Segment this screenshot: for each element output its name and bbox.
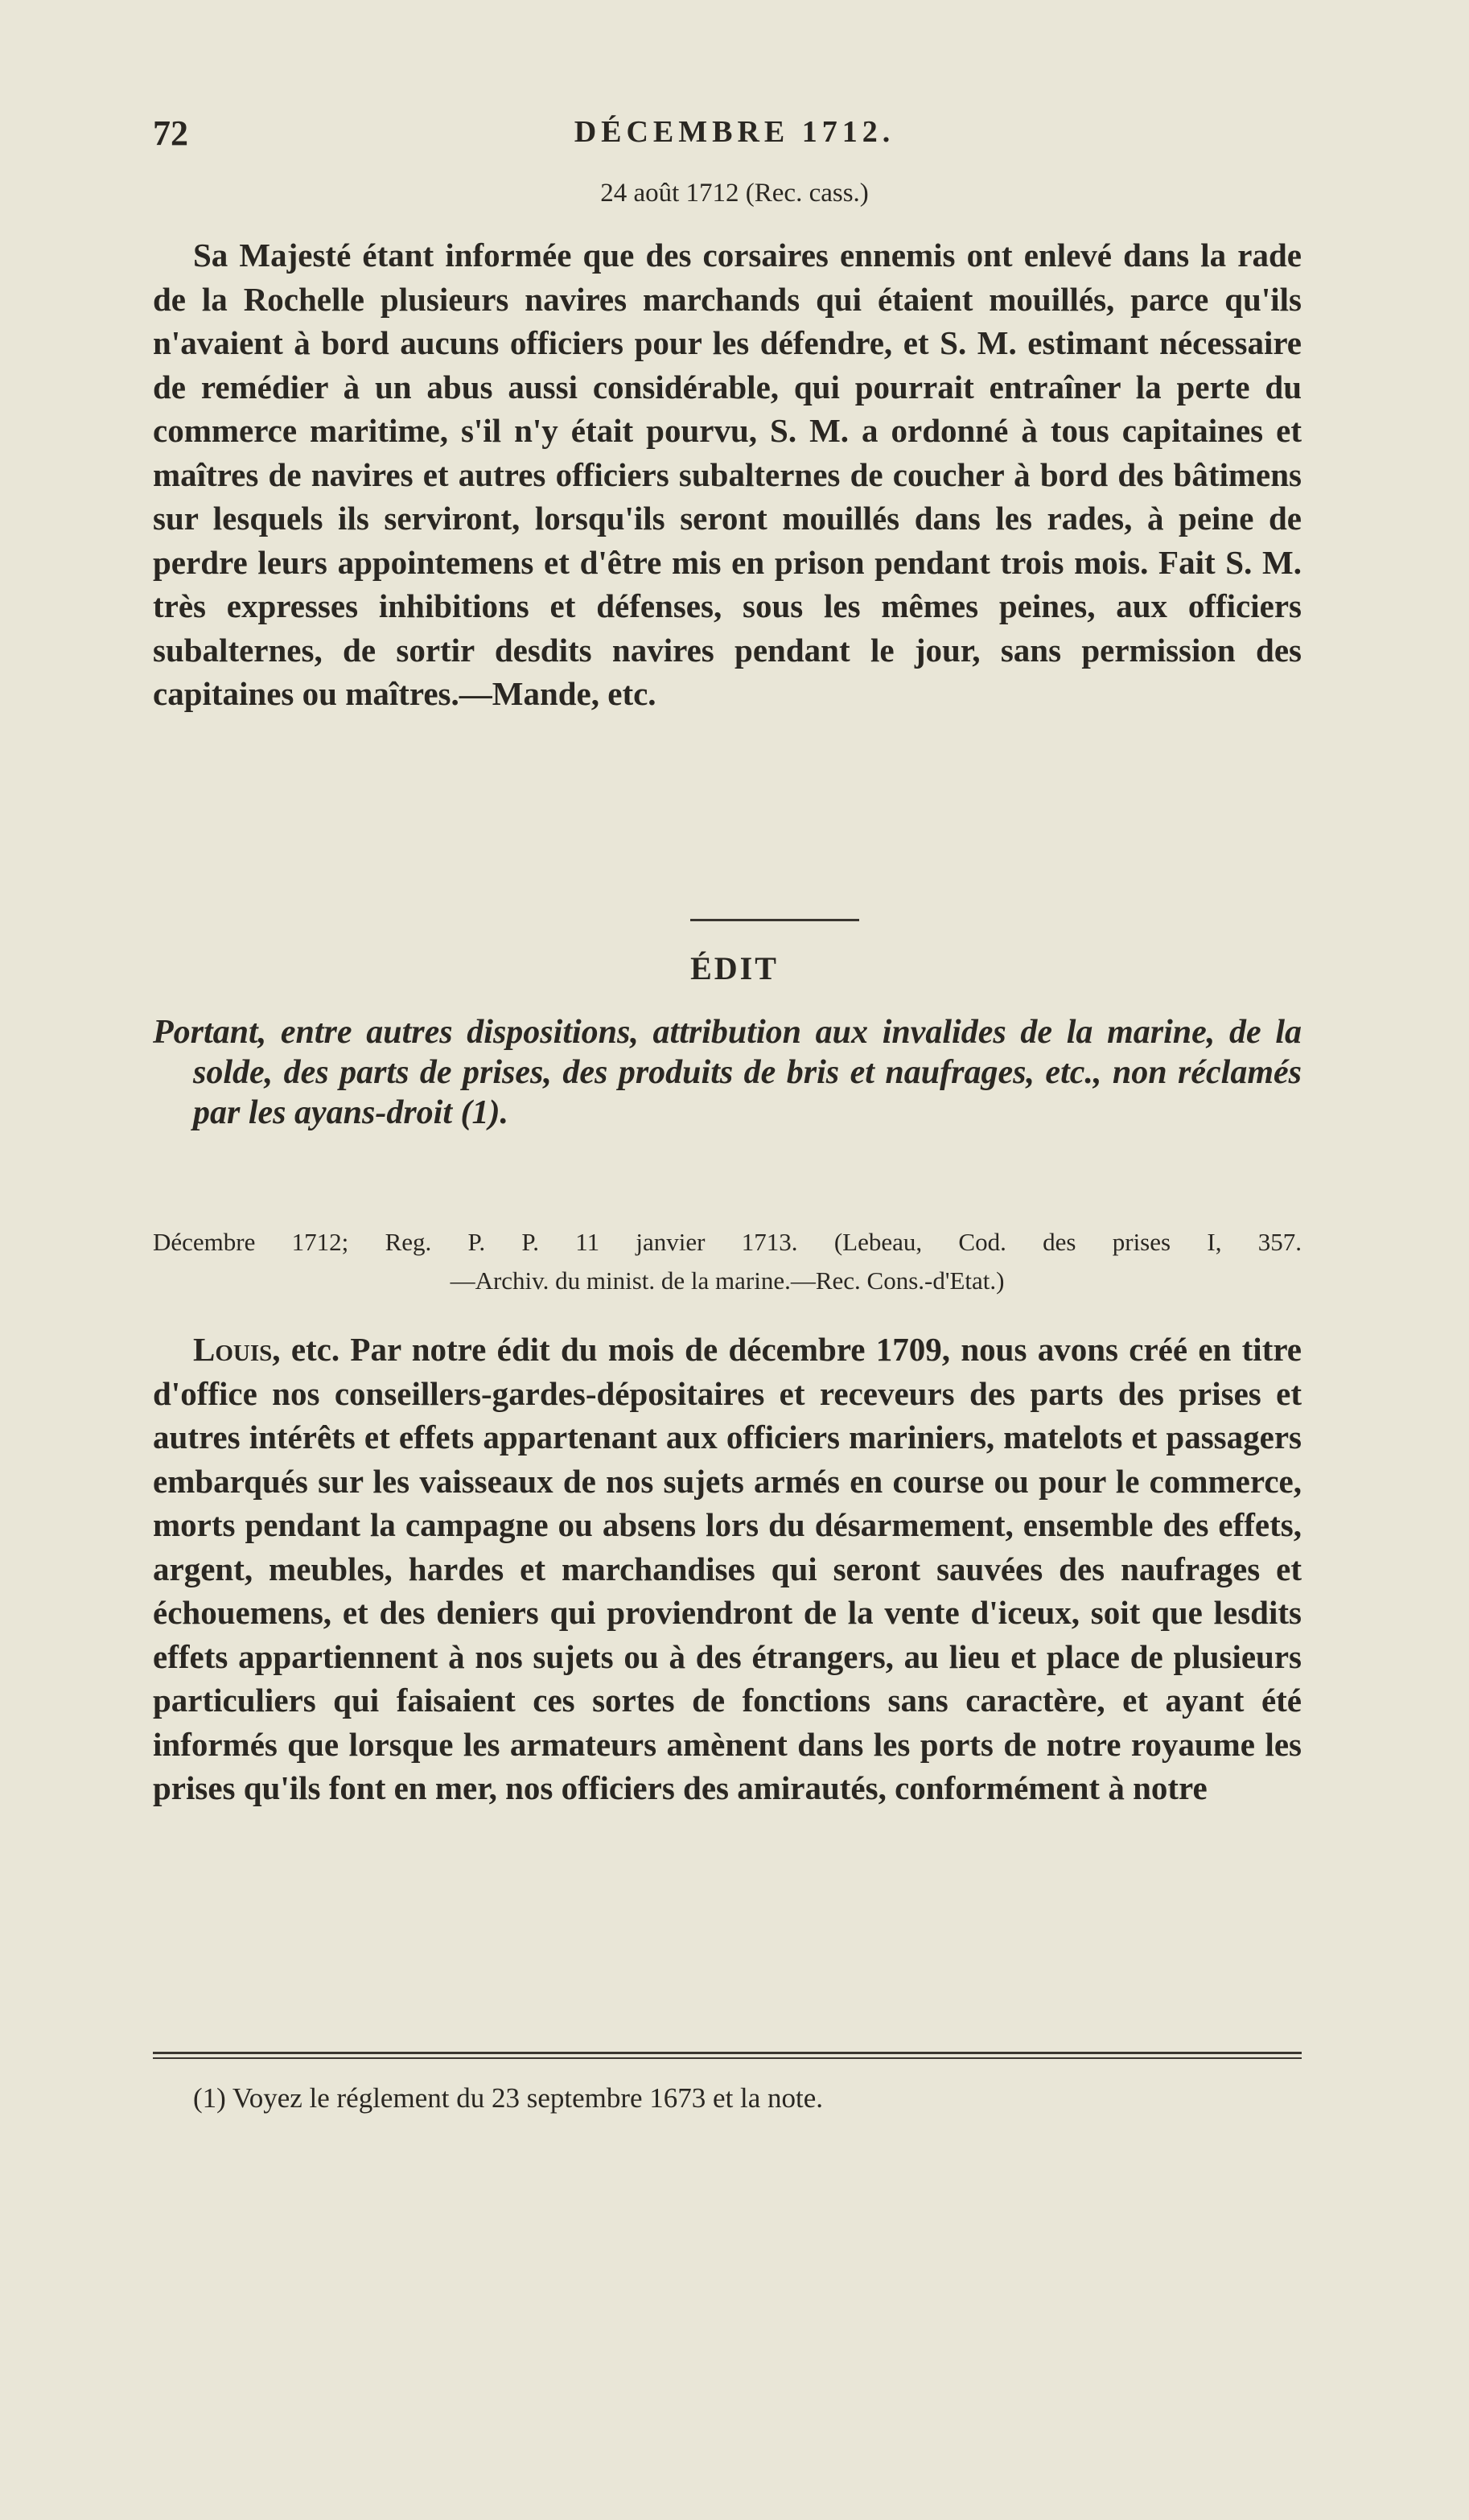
paragraph-text: Sa Majesté étant informée que des corsaires ennemis ont enlevé dans la rade de la Rochelle plusieurs navires marchands qui étaient mouillés, parce qu'ils n'avaient à bord aucuns officiers pour les défendre, et S. M. estimant nécessaire de remédier à un abus aussi considérable, qui pourrait entraîner la perte du commerce maritime, s'il n'y était pourvu, S. M. a ordonné à tous capitaines et maîtres de navires et autres officiers subalternes de coucher à bord des bâtimens sur lesquels ils serviront, lorsqu'ils seront mouillés dans les rades, à peine de perdre leurs appointemens et d'être mis en prison pendant trois mois. Fait S. M. très expresses inhibitions et défenses, sous les mêmes peines, aux officiers subalternes, de sortir desdits navires pendant le jour, sans permission des capitaines ou maîtres.—Mande, etc. <box>153 237 1302 712</box>
citation-line-2: —Archiv. du minist. de la marine.—Rec. Cons.-d'Etat.) <box>450 1266 1005 1295</box>
page-number: 72 <box>153 113 188 153</box>
ordinance-paragraph <box>153 233 1302 716</box>
edict-subtitle-text: Portant, entre autres dispositions, attribution aux invalides de la marine, de la solde, des parts de prises, des produits de bris et naufrages, etc., non réclamés par les ayans-droit (1). <box>153 1014 1302 1131</box>
citation-line-1: Décembre 1712; Reg. P. P. 11 janvier 1713. (Lebeau, Cod. des prises I, 357. <box>153 1228 1302 1256</box>
paragraph-text: , etc. Par notre édit du mois de décembre 1709, nous avons créé en titre d'office nos conseillers-gardes-dépositaires et receveurs des parts des prises et autres intérêts et effets appartenant aux officiers mariniers, matelots et passagers embarqués sur les vaisseaux de nos sujets armés en course ou pour le commerce, morts pendant la campagne ou absens lors du désarmement, ensemble des effets, argent, meubles, hardes et marchandises qui seront sauvées des naufrages et échouemens, et des deniers qui proviendront de la vente d'iceux, soit que lesdits effets appartiennent à nos sujets ou à des étrangers, au lieu et place de plusieurs particuliers qui faisaient ces sortes de fonctions sans caractère, et ayant été informés que lorsque les armateurs amènent dans les ports de notre royaume les prises qu'ils font en mer, nos officiers des amirautés, conformément à notre <box>153 1331 1302 1806</box>
edict-subtitle <box>153 1012 1302 1133</box>
footnote-divider-secondary <box>153 2057 1302 2059</box>
paragraph-lead: Louis <box>193 1331 273 1368</box>
section-date-line: 24 août 1712 (Rec. cass.) <box>600 179 869 208</box>
section-divider <box>690 919 859 921</box>
footnote: (1) Voyez le réglement du 23 septembre 1673 et la note. <box>193 2082 824 2114</box>
footnote-divider <box>153 2052 1302 2054</box>
edict-citation <box>153 1223 1302 1300</box>
edict-title: ÉDIT <box>690 950 779 986</box>
running-title: DÉCEMBRE 1712. <box>574 115 895 149</box>
edict-paragraph <box>153 1328 1302 1810</box>
